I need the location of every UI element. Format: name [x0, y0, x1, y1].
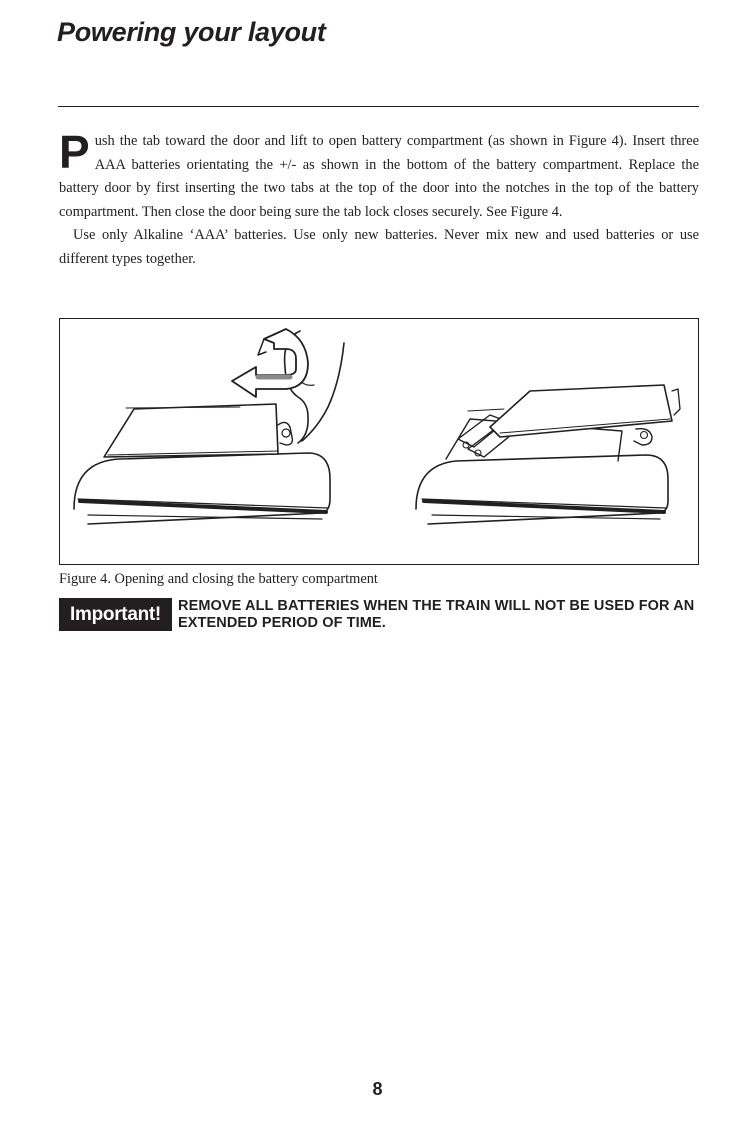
instructions-text	[59, 126, 699, 271]
important-badge: Important!	[59, 598, 172, 631]
page-number: 8	[372, 1079, 383, 1099]
important-warning-text: REMOVE ALL BATTERIES WHEN THE TRAIN WILL NOT BE USED FOR AN EXTENDED PERIOD OF TIME.	[178, 598, 695, 631]
figure-4	[59, 318, 699, 565]
paragraph-battery-warning: Use only Alkaline ‘AAA’ batteries. Use only new batteries. Never mix new and used batteries or use different types together.	[59, 227, 699, 267]
paragraph-1-text: ush the tab toward the door and lift to open battery compartment (as shown in Figure 4). Insert three AAA batteries orientating the +/- as shown in the bottom of the battery compartment. Replace the battery door by first inserting the two tabs at the top of the door into the notches in the top of the battery compartment. Then close the door being sure the tab lock closes securely. See Figure 4.	[59, 133, 699, 220]
battery-illustration	[60, 319, 698, 564]
closing-battery-door	[416, 385, 680, 524]
curved-arrow-icon	[232, 329, 308, 397]
title-divider	[58, 106, 699, 107]
paragraph-battery-install	[59, 126, 699, 224]
drop-cap: P	[59, 126, 90, 178]
figure-caption: Figure 4. Opening and closing the battery compartment	[59, 571, 378, 587]
opening-battery-door	[74, 329, 344, 524]
page-title: Powering your layout	[57, 17, 326, 47]
